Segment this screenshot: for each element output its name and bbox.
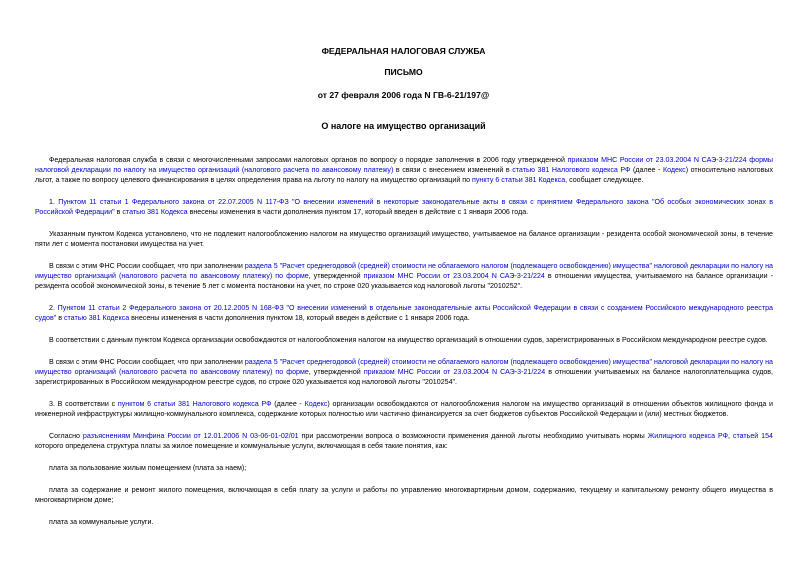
paragraph-text: ) организации освобождаются от налогообложения налогом на имущество организаций в отношении объектов жилищного фонда и инженерной инфраструктуры жилищно-коммунального комплекса, содержание которых полностью или частично финансируется за счет бюджетов субъектов Российской Федерации и (или) местных бюджетов.: [35, 400, 774, 418]
paragraph-text: Федеральная налоговая служба в связи с многочисленными запросами налоговых органов по вопросу о порядке заполнения в 2006 году утвержденной: [49, 156, 568, 164]
paragraph-text: Указанным пунктом Кодекса установлено, что не подлежит налогообложению налогом на имущество организаций имущество, учитываемое на балансе организации - резидента особой экономической зоны, в течение пяти лет с момента постановки имущества на учет.: [35, 230, 773, 248]
document-link[interactable]: Жилищного кодекса РФ: [647, 432, 728, 440]
paragraph-text: внесены изменения в части дополнения пунктом 17, который введен в действие с 1 января 2006 года.: [187, 208, 529, 216]
paragraph-text: 2.: [49, 304, 58, 312]
paragraph: [35, 463, 773, 473]
document-subject: О налоге на имущество организаций: [321, 121, 486, 131]
paragraph-text: в отношении имущества, учитываемого на балансе организации - резидента особой экономической зоны, в течение 5 лет с момента постановки на учет, по строке 020 указывается код налоговой льготы "2010252".: [35, 272, 773, 290]
paragraph-text: (далее -: [630, 166, 663, 174]
paragraph-text: (далее -: [271, 400, 305, 408]
paragraph-text: , утвержденной: [308, 272, 364, 280]
paragraph-text: которого определена структура платы за жилое помещение и коммунальные услуги, включающая в себя такие понятия, как:: [35, 442, 448, 450]
document-link[interactable]: приказом МНС России от 23.03.2004 N САЭ-3-21/224: [363, 368, 546, 376]
document-link[interactable]: статью 381 Кодекса: [63, 314, 130, 322]
paragraph-text: В соответствии с данным пунктом Кодекса организации освобождаются от налогообложения налогом на имущество организаций в отношении судов, зарегистрированных в Российском международном реестре судов.: [49, 336, 768, 344]
document-link[interactable]: приказом МНС России от 23.03.2004 N САЭ-3-21/224 формы налоговой декларации по налогу на имущество организаций (налогового расчета по авансовому платежу): [35, 156, 773, 174]
paragraph: [35, 335, 773, 345]
document-link[interactable]: приказом МНС России от 23.03.2004 N САЭ-3-21/224: [363, 272, 545, 280]
paragraph: [35, 303, 773, 323]
paragraph-text: в связи с внесением изменений в: [393, 166, 513, 174]
document-link[interactable]: статью 381 Налогового кодекса РФ: [512, 166, 631, 174]
paragraph: [35, 357, 773, 387]
paragraph-text: ) относительно налоговых льгот, а также по вопросу целевого финансирования в целях определения права на льготу по налогу на имущество организаций по: [35, 166, 774, 184]
paragraph-text: в: [114, 208, 123, 216]
paragraph-text: при рассмотрении вопроса о возможности применения данной льготы необходимо учитывать нормы: [298, 432, 648, 440]
paragraph-text: плата за пользование жилым помещением (плата за наем);: [49, 464, 247, 472]
paragraph-text: 1.: [49, 198, 59, 206]
letter-body: [35, 155, 773, 539]
paragraph: [35, 261, 773, 291]
paragraph-text: в: [56, 314, 64, 322]
document-link[interactable]: пунктом 6 статьи 381 Налогового кодекса РФ: [117, 400, 272, 408]
paragraph-text: В связи с этим ФНС России сообщает, что при заполнении: [49, 358, 245, 366]
document-link[interactable]: статьей 154: [732, 432, 774, 440]
paragraph: [35, 431, 773, 451]
paragraph-text: 3. В соответствии с: [49, 400, 118, 408]
document-link[interactable]: Кодекс: [304, 400, 328, 408]
document-link[interactable]: Кодекс: [662, 166, 686, 174]
paragraph-text: внесены изменения в части дополнения пунктом 18, который введен в действие с 1 января 2006 года.: [129, 314, 470, 322]
document-link[interactable]: пункту 6 статьи 381 Кодекса: [472, 176, 566, 184]
paragraph-text: , сообщает следующее.: [565, 176, 644, 184]
paragraph-text: В связи с этим ФНС России сообщает, что при заполнении: [49, 262, 245, 270]
paragraph-text: плата за коммунальные услуги.: [49, 518, 154, 526]
document-link[interactable]: разъяснениям Минфина России от 12.01.2006 N 03-06-01-02/01: [82, 432, 299, 440]
paragraph: [35, 229, 773, 249]
paragraph: [35, 485, 773, 505]
document-type: ПИСЬМО: [384, 67, 423, 77]
paragraph: [35, 197, 773, 217]
paragraph-text: , утвержденной: [308, 368, 364, 376]
document-link[interactable]: раздела 5 "Расчет среднегодовой (средней) стоимости не облагаемого налогом (подлежащего освобождению) имущества" налоговой декларации по налогу на имущество организаций (налогового расчета по авансовому платежу) по форме: [35, 262, 773, 280]
paragraph: [35, 399, 773, 419]
paragraph-text: плата за содержание и ремонт жилого помещения, включающая в себя плату за услуги и работы по управлению многоквартирным домом, содержанию, текущему и капитальному ремонту общего имущества в многоквартирном доме;: [35, 486, 773, 504]
paragraph: [35, 517, 773, 527]
issuing-authority: ФЕДЕРАЛЬНАЯ НАЛОГОВАЯ СЛУЖБА: [321, 46, 486, 56]
document-date-number: от 27 февраля 2006 года N ГВ-6-21/197@: [317, 90, 490, 100]
document-link[interactable]: Пунктом 11 статьи 2 Федерального закона от 20.12.2005 N 168-ФЗ "О внесении изменений в отдельные законодательные акты Российской Федерации в связи с созданием Российского международного реестра судов": [35, 304, 773, 322]
paragraph-text: в отношении учитываемых на балансе налогоплательщика судов, зарегистрированных в Российском международном реестре судов, по строке 020 указывается код налоговой льготы "2010254".: [35, 368, 774, 386]
paragraph: [35, 155, 773, 185]
document-link[interactable]: статью 381 Кодекса: [122, 208, 188, 216]
paragraph-text: Согласно: [49, 432, 83, 440]
paragraph-text: ,: [728, 432, 733, 440]
document-link[interactable]: Пунктом 11 статьи 1 Федерального закона от 22.07.2005 N 117-ФЗ "О внесении изменений в некоторые законодательные акты в связи с принятием Федерального закона "Об особых экономических зонах в Российской Федерации": [35, 198, 773, 216]
document-link[interactable]: раздела 5 "Расчет среднегодовой (средней) стоимости не облагаемого налогом (подлежащего освобождению) имущества" налоговой декларации по налогу на имущество организаций (налогового расчета по авансовому платежу) по форме: [35, 358, 773, 376]
